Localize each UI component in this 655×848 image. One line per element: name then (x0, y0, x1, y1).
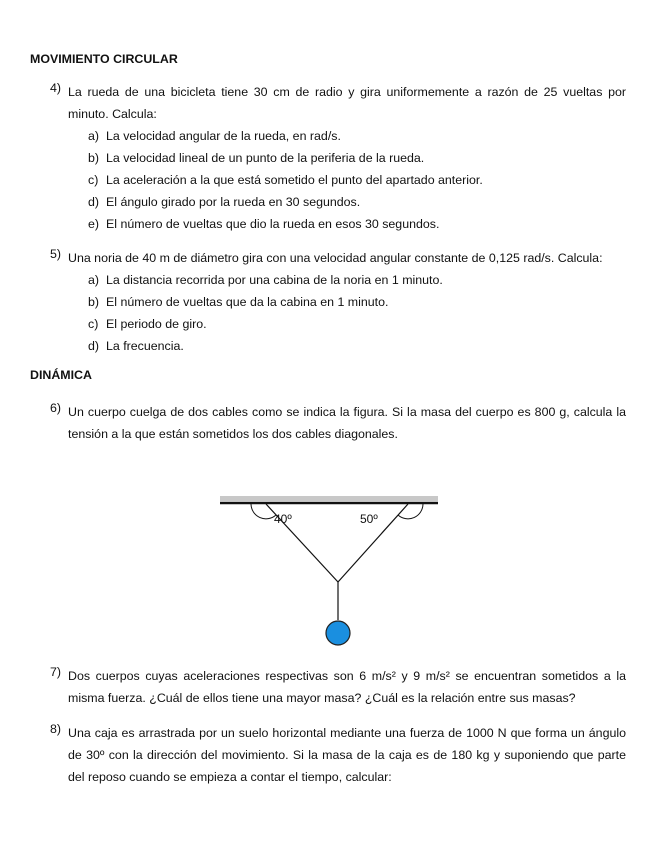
subquestion-marker: a) (88, 129, 100, 143)
subquestion (68, 269, 626, 291)
subquestion-text: El número de vueltas que dio la rueda en esos 30 segundos. (106, 217, 440, 231)
problem-number: 8) (50, 722, 62, 736)
subquestion (68, 191, 626, 213)
subquestion (68, 169, 626, 191)
problem-statement: Dos cuerpos cuyas aceleraciones respectivas son 6 m/s² y 9 m/s² se encuentran sometidos a la misma fuerza. ¿Cuál de ellos tiene una mayor masa? ¿Cuál es la relación entre sus masas? (68, 669, 626, 705)
subquestion-list (68, 125, 626, 235)
subquestion (68, 125, 626, 147)
subquestion-text: El número de vueltas que da la cabina en 1 minuto. (106, 295, 389, 309)
subquestion-text: El periodo de giro. (106, 317, 207, 331)
problem-statement: La rueda de una bicicleta tiene 30 cm de radio y gira uniformemente a razón de 25 vueltas por minuto. Calcula: (68, 85, 626, 121)
problem-number: 5) (50, 247, 62, 261)
subquestion-marker: c) (88, 173, 99, 187)
problem-statement: Un cuerpo cuelga de dos cables como se indica la figura. Si la masa del cuerpo es 800 g, calcula la tensión a la que están sometidos los dos cables diagonales. (68, 405, 626, 441)
subquestion-marker: c) (88, 317, 99, 331)
angle-label-left: 40º (274, 512, 292, 526)
subquestion-text: La velocidad lineal de un punto de la periferia de la rueda. (106, 151, 425, 165)
problem-4 (40, 81, 626, 235)
section-title-dynamics: DINÁMICA (30, 368, 92, 382)
ceiling-hatch (220, 496, 438, 501)
angle-label-right: 50º (360, 512, 378, 526)
subquestion (68, 213, 626, 235)
problem-5 (40, 247, 626, 357)
subquestion-text: El ángulo girado por la rueda en 30 segundos. (106, 195, 361, 209)
subquestion-marker: d) (88, 195, 100, 209)
section-title-circular-motion: MOVIMIENTO CIRCULAR (30, 52, 178, 66)
problem-8 (40, 722, 626, 788)
subquestion (68, 291, 626, 313)
problem-6 (40, 401, 626, 445)
subquestion-marker: b) (88, 295, 100, 309)
subquestion (68, 313, 626, 335)
problem-statement: Una noria de 40 m de diámetro gira con una velocidad angular constante de 0,125 rad/s. Calcula: (68, 251, 603, 265)
problem-7 (40, 665, 626, 709)
subquestion-marker: e) (88, 217, 100, 231)
subquestion-marker: a) (88, 273, 100, 287)
subquestion-list (68, 269, 626, 357)
problem-number: 7) (50, 665, 62, 679)
subquestion-text: La aceleración a la que está sometido el punto del apartado anterior. (106, 173, 483, 187)
hanging-mass-figure (218, 496, 440, 646)
subquestion-text: La velocidad angular de la rueda, en rad/s. (106, 129, 341, 143)
subquestion-marker: d) (88, 339, 100, 353)
subquestion-text: La distancia recorrida por una cabina de la noria en 1 minuto. (106, 273, 443, 287)
problem-number: 4) (50, 81, 62, 95)
subquestion-text: La frecuencia. (106, 339, 184, 353)
hanging-mass (326, 621, 350, 645)
problem-statement: Una caja es arrastrada por un suelo horizontal mediante una fuerza de 1000 N que forma un ángulo de 30º con la dirección del movimiento. Si la masa de la caja es de 180 kg y suponiendo que parte del reposo cuando se empieza a contar el tiempo, calcular: (68, 726, 626, 784)
problem-number: 6) (50, 401, 62, 415)
subquestion-marker: b) (88, 151, 100, 165)
subquestion (68, 147, 626, 169)
subquestion (68, 335, 626, 357)
